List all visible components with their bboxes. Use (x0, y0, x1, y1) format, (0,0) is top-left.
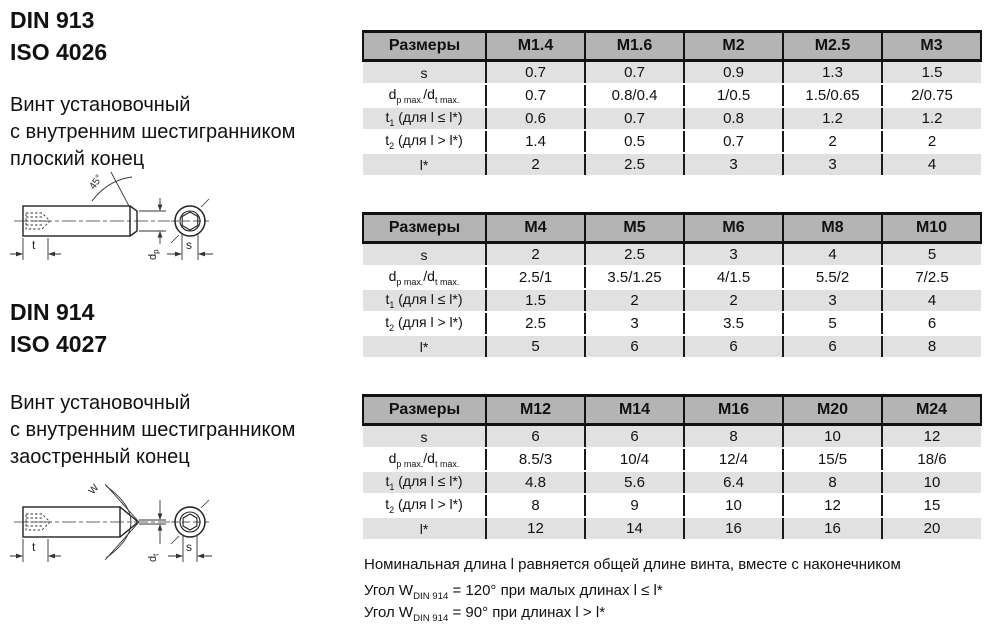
table-row (363, 289, 981, 312)
arrowhead (16, 554, 23, 559)
description-line: плоский конец (10, 148, 145, 170)
dimension-value: 5 (783, 312, 882, 335)
table-row (363, 335, 981, 358)
table-row (363, 61, 981, 85)
dimension-value: 7/2.5 (882, 266, 981, 289)
table-row (363, 425, 981, 449)
standard-block-2 (10, 296, 107, 360)
dimension-value: 0.6 (486, 107, 585, 130)
dimension-value: 4.8 (486, 471, 585, 494)
row-label: l* (363, 153, 486, 176)
arrowhead (48, 252, 55, 257)
dimension-value: 6 (783, 335, 882, 358)
dimension-value: 0.7 (684, 130, 783, 153)
sizes-header-cell: Размеры (363, 32, 486, 61)
size-column-header: M20 (783, 396, 882, 425)
row-label: $d_{p max.}/d_{t max.}$ (363, 84, 486, 107)
row-label: $d_{p max.}/d_{t max.}$ (363, 448, 486, 471)
dimension-value: 1.2 (783, 107, 882, 130)
dimension-value: 20 (882, 517, 981, 540)
dimension-value: 4 (783, 243, 882, 267)
dimension-value: 1/0.5 (684, 84, 783, 107)
table-row (363, 266, 981, 289)
dimension-value: 14 (585, 517, 684, 540)
dimension-value: 3 (585, 312, 684, 335)
dimension-value: 3 (783, 153, 882, 176)
table-row (363, 448, 981, 471)
note-angle-90: Угол $W_{DIN 914} = 90^\circ$ при длинах l > l* (364, 604, 606, 624)
arrowhead (175, 252, 182, 257)
arrowhead (198, 252, 205, 257)
standard-block-1 (10, 4, 107, 68)
dimension-value: 5 (882, 243, 981, 267)
dimension-value: 2 (684, 289, 783, 312)
table-row (363, 517, 981, 540)
hex-size-label: s (186, 238, 192, 252)
dimension-value: 8 (684, 425, 783, 449)
row-label: $d_{p max.}/d_{t max.}$ (363, 266, 486, 289)
dimension-value: 10 (882, 471, 981, 494)
size-column-header: M10 (882, 214, 981, 243)
dimension-value: 10/4 (585, 448, 684, 471)
row-label: $t_2$ (для l > l*) (363, 312, 486, 335)
chamfer-angle-label: 45° (87, 173, 106, 192)
note-nominal-length: Номинальная длина l равняется общей длине винта, вместе с наконечником (364, 556, 901, 573)
row-label: s (363, 61, 486, 85)
row-label: $t_1$ (для l ≤ l*) (363, 471, 486, 494)
dimension-value: 8 (486, 494, 585, 517)
dimension-value: 4/1.5 (684, 266, 783, 289)
hex-size-label: s (186, 540, 192, 554)
dimensions-table (362, 394, 982, 541)
size-column-header: M1.4 (486, 32, 585, 61)
arrowhead (176, 554, 183, 559)
table-row (363, 494, 981, 517)
row-label: $t_1$ (для l ≤ l*) (363, 289, 486, 312)
description-line: с внутренним шестигранником (10, 419, 296, 441)
dimension-value: 10 (783, 425, 882, 449)
row-label: s (363, 243, 486, 267)
dimensions-table-m4-m10 (362, 212, 982, 359)
arrowhead (158, 514, 163, 521)
row-label: $t_1$ (для l ≤ l*) (363, 107, 486, 130)
dimension-value: 12 (882, 425, 981, 449)
dimension-value: 2 (585, 289, 684, 312)
table-row (363, 130, 981, 153)
end-view (171, 500, 209, 544)
standard-iso-4026: ISO 4026 (10, 39, 108, 65)
dimension-value: 0.9 (684, 61, 783, 85)
dimension-value: 2 (882, 130, 981, 153)
table-row (363, 312, 981, 335)
table-row (363, 153, 981, 176)
t-dimension (10, 539, 61, 562)
dimension-value: 0.7 (585, 107, 684, 130)
dimension-value: 5 (486, 335, 585, 358)
dimension-value: 16 (783, 517, 882, 540)
dimension-value: 4 (882, 289, 981, 312)
tip-diameter-label: $d_t$ (147, 553, 161, 562)
tip-diameter-label: $d_p$ (147, 249, 161, 260)
dimension-value: 16 (684, 517, 783, 540)
dimension-value: 2 (486, 153, 585, 176)
arrowhead (16, 252, 23, 257)
dimension-value: 5.5/2 (783, 266, 882, 289)
socket-depth-label: t (32, 540, 36, 554)
t-dimension (10, 238, 61, 260)
end-view (171, 199, 209, 243)
arrowhead (158, 205, 163, 212)
dimension-value: 1.2 (882, 107, 981, 130)
dimension-value: 6 (585, 425, 684, 449)
table-row (363, 107, 981, 130)
socket-depth-label: t (32, 238, 36, 252)
dimension-value: 0.5 (585, 130, 684, 153)
dimension-value: 6 (585, 335, 684, 358)
size-column-header: M5 (585, 214, 684, 243)
table-row (363, 471, 981, 494)
dimension-value: 2.5 (486, 312, 585, 335)
arrowhead (158, 231, 163, 238)
dimension-value: 3.5 (684, 312, 783, 335)
row-label: l* (363, 517, 486, 540)
standard-iso-4027: ISO 4027 (10, 331, 108, 357)
dimension-value: 6.4 (684, 471, 783, 494)
row-label: $t_2$ (для l > l*) (363, 130, 486, 153)
row-label: s (363, 425, 486, 449)
dimension-value: 2.5 (585, 243, 684, 267)
standard-din-913: DIN 913 (10, 7, 95, 33)
dimension-value: 2.5 (585, 153, 684, 176)
dimension-value: 8 (882, 335, 981, 358)
dimension-value: 0.8/0.4 (585, 84, 684, 107)
dimensions-table (362, 212, 982, 359)
dimension-value: 1.5 (486, 289, 585, 312)
dimension-value: 3 (783, 289, 882, 312)
dimension-value: 2.5/1 (486, 266, 585, 289)
dimensions-table (362, 30, 982, 177)
dimension-value: 1.5 (882, 61, 981, 85)
dimension-value: 15/5 (783, 448, 882, 471)
description-line: с внутренним шестигранником (10, 121, 296, 143)
size-column-header: M2.5 (783, 32, 882, 61)
dimension-value: 0.7 (486, 84, 585, 107)
arrowhead (158, 524, 163, 531)
dimension-value: 8 (783, 471, 882, 494)
dimension-value: 15 (882, 494, 981, 517)
table-row (363, 84, 981, 107)
arrowhead (197, 554, 204, 559)
flat-point-set-screw-drawing (8, 168, 258, 290)
dimension-value: 12 (486, 517, 585, 540)
dimension-value: 3 (684, 243, 783, 267)
size-column-header: M6 (684, 214, 783, 243)
sizes-header-cell: Размеры (363, 214, 486, 243)
size-column-header: M16 (684, 396, 783, 425)
size-column-header: M8 (783, 214, 882, 243)
size-column-header: M4 (486, 214, 585, 243)
dimension-value: 2 (486, 243, 585, 267)
size-column-header: M2 (684, 32, 783, 61)
dimension-value: 4 (882, 153, 981, 176)
dimension-value: 0.8 (684, 107, 783, 130)
table-row (363, 243, 981, 267)
dimension-value: 1.3 (783, 61, 882, 85)
dimensions-table-m12-m24 (362, 394, 982, 541)
dimension-value: 8.5/3 (486, 448, 585, 471)
size-column-header: M24 (882, 396, 981, 425)
row-label: l* (363, 335, 486, 358)
dimension-value: 9 (585, 494, 684, 517)
size-column-header: M12 (486, 396, 585, 425)
description-line: Винт установочный (10, 94, 191, 116)
description-block-2 (10, 390, 295, 471)
sizes-header-cell: Размеры (363, 396, 486, 425)
dimension-value: 10 (684, 494, 783, 517)
description-block-1 (10, 92, 295, 173)
size-column-header: M3 (882, 32, 981, 61)
dimension-value: 12 (783, 494, 882, 517)
description-line: заостренный конец (10, 446, 190, 468)
dimension-value: 3 (684, 153, 783, 176)
dimension-value: 12/4 (684, 448, 783, 471)
dimension-value: 0.7 (486, 61, 585, 85)
standard-din-914: DIN 914 (10, 299, 95, 325)
dimension-value: 6 (882, 312, 981, 335)
dimensions-table-m1_4-m3 (362, 30, 982, 177)
dimension-value: 2 (783, 130, 882, 153)
arrowhead (48, 554, 55, 559)
size-column-header: M1.6 (585, 32, 684, 61)
dimension-value: 6 (486, 425, 585, 449)
description-line: Винт установочный (10, 392, 191, 414)
dimension-value: 5.6 (585, 471, 684, 494)
dimension-value: 2/0.75 (882, 84, 981, 107)
row-label: $t_2$ (для l > l*) (363, 494, 486, 517)
size-column-header: M14 (585, 396, 684, 425)
dimension-value: 0.7 (585, 61, 684, 85)
dimension-value: 18/6 (882, 448, 981, 471)
dimension-value: 1.5/0.65 (783, 84, 882, 107)
cone-point-set-screw-drawing (8, 472, 258, 588)
dimension-value: 3.5/1.25 (585, 266, 684, 289)
note-angle-120: Угол $W_{DIN 914} = 120^\circ$ при малых длинах l ≤ l* (364, 582, 663, 602)
angle-label: W (86, 482, 102, 497)
dimension-value: 6 (684, 335, 783, 358)
dimension-value: 1.4 (486, 130, 585, 153)
